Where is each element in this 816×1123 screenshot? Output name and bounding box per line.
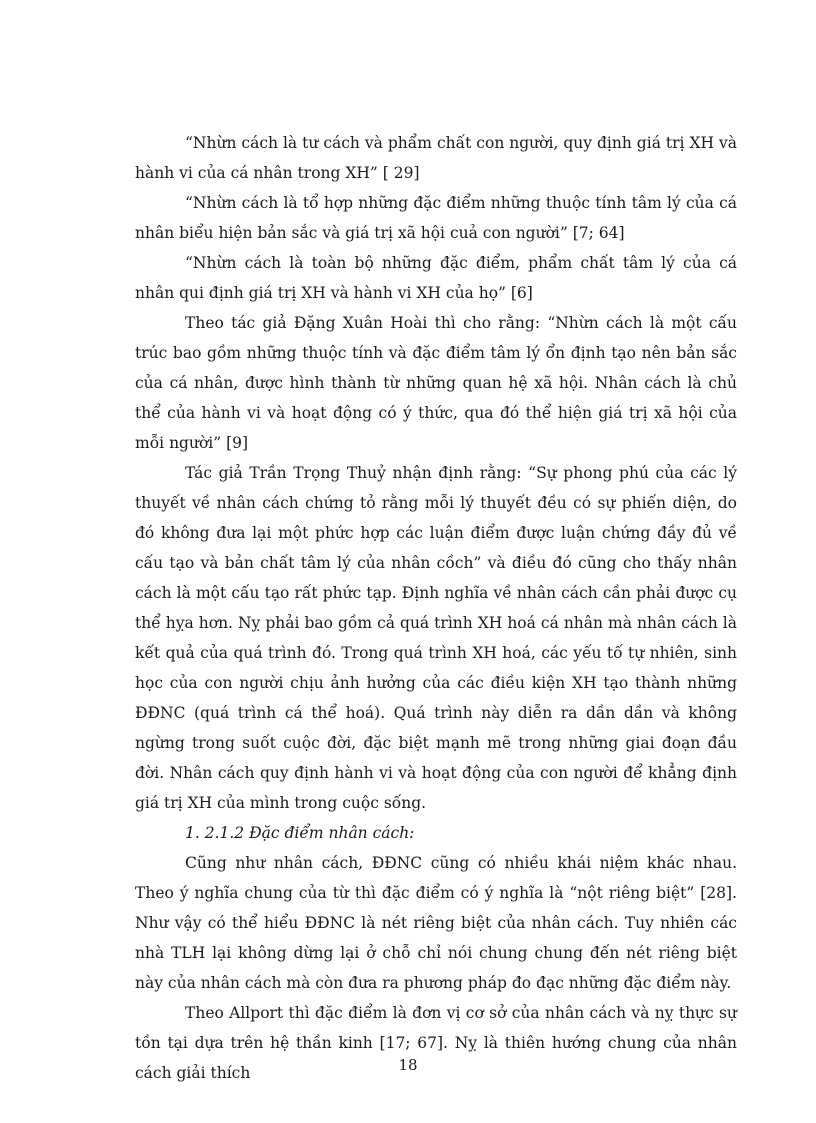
paragraph-dang-xuan-hoai: Theo tác giả Đặng Xuân Hoài thì cho rằng: “Nhừn cách là một cấu trúc bao gồm những thuộc tính và đặc điểm tâm lý ổn định tạo nên bản sắc của cá nhân, được hình thành từ những quan hệ xã hội. Nhân cách là chủ thể của hành vi và hoạt động có ý thức, qua đó thể hiện giá trị xã hội của mỗi người” [9] [135, 314, 737, 452]
paragraph-definition-3: “Nhừn cách là toàn bộ những đặc điểm, phẩm chất tâm lý của cá nhân qui định giá trị XH và hành vi XH của họ” [6] [135, 254, 737, 302]
paragraph-tran-trong-thuy: Tác giả Trần Trọng Thuỷ nhận định rằng: “Sự phong phú của các lý thuyết về nhân cách chứng tỏ rằng mỗi lý thuyết đều có sự phiến diện, do đó không đưa lại một phức hợp các luận điểm được luận chứng đầy đủ về cấu tạo và bản chất tâm lý của nhân cồch” và điều đó cũng cho thấy nhân cách là một cấu tạo rất phức tạp. Định nghĩa về nhân cách cần phải được cụ thể hỵa hơn. Nỵ phải bao gồm cả quá trình XH hoá cá nhân mà nhân cách là kết quả của quá trình đó. Trong quá trình XH hoá, các yếu tố tự nhiên, sinh học của con người chịu ảnh hưởng của các điều kiện XH tạo thành những ĐĐNC (quá trình cá thể hoá). Quá trình này diễn ra dần dần và không ngừng trong suốt cuộc đời, đặc biệt mạnh mẽ trong những giai đoạn đầu đời. Nhân cách quy định hành vi và hoạt động của con người để khẳng định giá trị XH của mình trong cuộc sống. [135, 464, 737, 812]
section-heading: 1. 2.1.2 Đặc điểm nhân cách: [185, 824, 415, 842]
paragraph-ddnc-concept: Cũng như nhân cách, ĐĐNC cũng có nhiều khái niệm khác nhau. Theo ý nghĩa chung của từ thì đặc điểm có ý nghĩa là “nột riêng biệt” [28]. Như vậy có thể hiểu ĐĐNC là nét riêng biệt của nhân cách. Tuy nhiên các nhà TLH lại không dừng lại ở chỗ chỉ nói chung chung đến nét riêng biệt này của nhân cách mà còn đưa ra phương pháp đo đạc những đặc điểm này. [135, 854, 737, 992]
page-number: 18 [398, 1056, 418, 1074]
body-text [135, 128, 737, 1088]
paragraph-definition-1: “Nhừn cách là tư cách và phẩm chất con người, quy định giá trị XH và hành vi của cá nhân trong XH” [ 29] [135, 134, 737, 182]
paragraph-definition-2: “Nhừn cách là tổ hợp những đặc điểm những thuộc tính tâm lý của cá nhân biểu hiện bản sắc và giá trị xã hội cuả con người” [7; 64] [135, 194, 737, 242]
paragraph-allport: Theo Allport thì đặc điểm là đơn vị cơ sở của nhân cách và nỵ thực sự tồn tại dựa trên hệ thần kinh [17; 67]. Nỵ là thiên hướng chung của nhân cách giải thích [135, 1004, 737, 1082]
